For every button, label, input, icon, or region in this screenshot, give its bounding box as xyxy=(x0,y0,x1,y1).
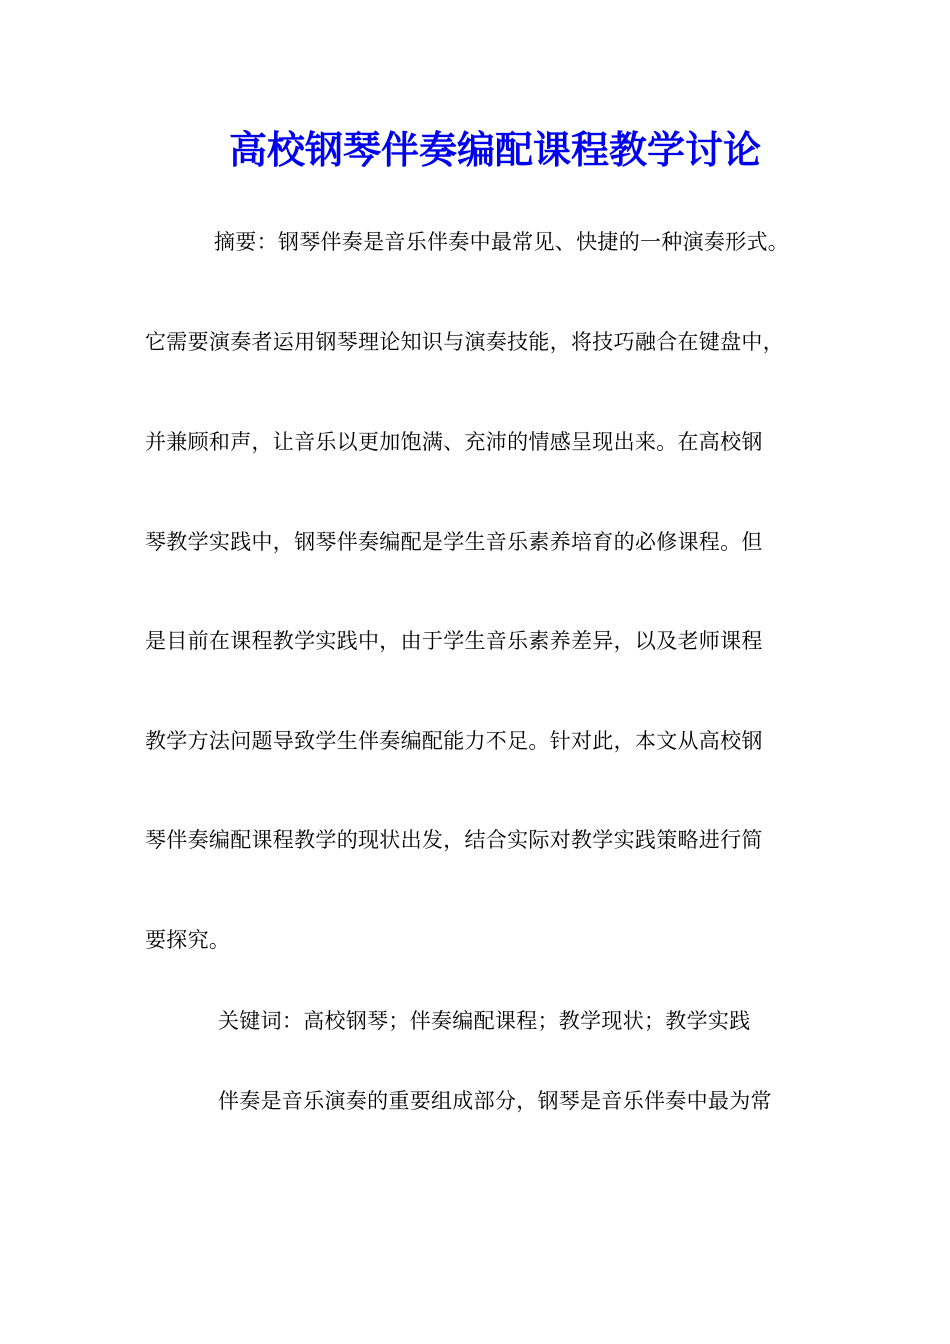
abstract-line: 琴教学实践中，钢琴伴奏编配是学生音乐素养培育的必修课程。但 xyxy=(145,530,763,554)
abstract-line: 是目前在课程教学实践中，由于学生音乐素养差异，以及老师课程 xyxy=(145,629,763,653)
abstract-line: 要探究。 xyxy=(145,928,231,952)
document-title: 高校钢琴伴奏编配课程教学讨论 xyxy=(228,127,761,172)
abstract-line: 并兼顾和声，让音乐以更加饱满、充沛的情感呈现出来。在高校钢 xyxy=(145,430,763,454)
abstract-line: 它需要演奏者运用钢琴理论知识与演奏技能，将技巧融合在键盘中， xyxy=(145,330,784,354)
abstract-line: 教学方法问题导致学生伴奏编配能力不足。针对此，本文从高校钢 xyxy=(145,729,763,753)
keywords-line: 关键词：高校钢琴；伴奏编配课程；教学现状；教学实践 xyxy=(218,1009,751,1033)
body-paragraph-line: 伴奏是音乐演奏的重要组成部分，钢琴是音乐伴奏中最为常 xyxy=(218,1089,772,1113)
abstract-line: 摘要：钢琴伴奏是音乐伴奏中最常见、快捷的一种演奏形式。 xyxy=(214,230,790,254)
abstract-line: 琴伴奏编配课程教学的现状出发，结合实际对教学实践策略进行简 xyxy=(145,828,763,852)
